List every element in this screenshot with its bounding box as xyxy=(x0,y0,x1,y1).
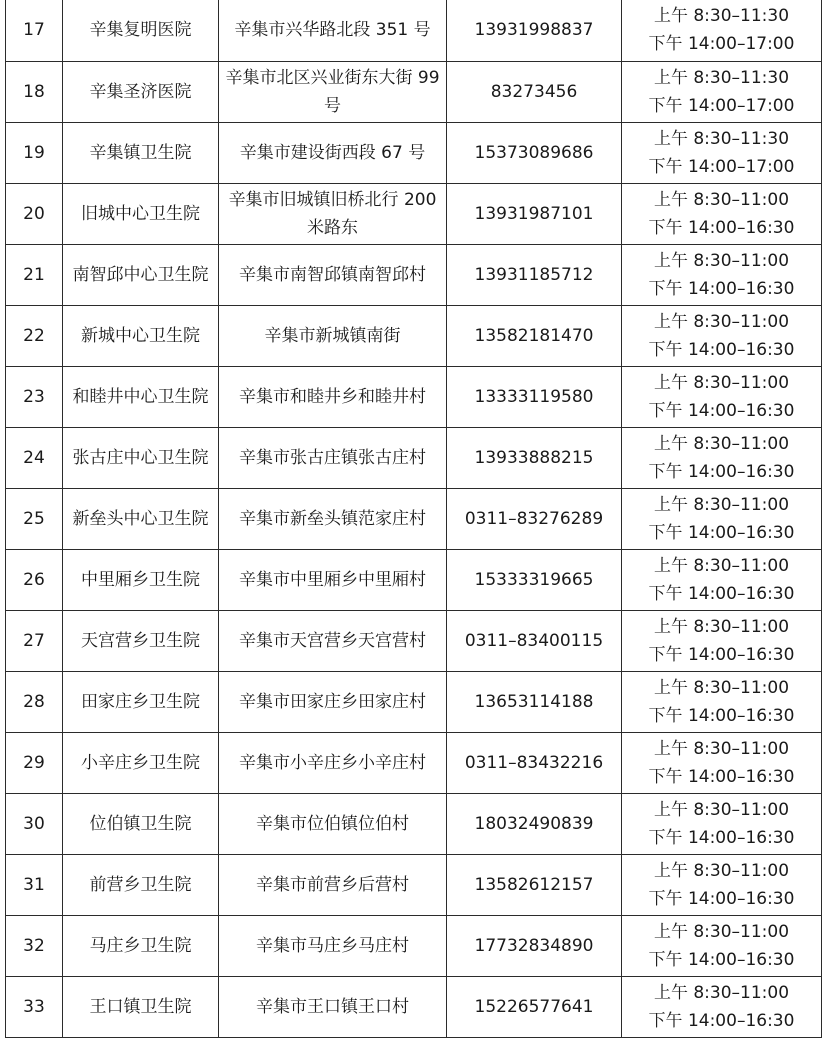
row-number: 20 xyxy=(6,183,63,244)
afternoon-hours: 下午 14:00–16:30 xyxy=(648,339,795,360)
morning-hours: 上午 8:30–11:00 xyxy=(653,250,790,271)
hospital-name: 前营乡卫生院 xyxy=(63,854,219,915)
address-text: 辛集市王口镇王口村 xyxy=(256,996,409,1017)
hospital-address xyxy=(219,183,447,244)
morning-hours: 上午 8:30–11:00 xyxy=(653,189,790,210)
address-text: 辛集市建设街西段 67 号 xyxy=(239,142,426,163)
hospital-phone: 13582612157 xyxy=(447,854,622,915)
hospital-address xyxy=(219,427,447,488)
hospital-name: 位伯镇卫生院 xyxy=(63,793,219,854)
afternoon-hours: 下午 14:00–16:30 xyxy=(648,766,795,787)
hospital-name: 田家庄乡卫生院 xyxy=(63,671,219,732)
row-number: 22 xyxy=(6,305,63,366)
hospital-address xyxy=(219,732,447,793)
afternoon-hours: 下午 14:00–16:30 xyxy=(648,278,795,299)
row-number: 31 xyxy=(6,854,63,915)
hospital-address xyxy=(219,976,447,1037)
hospital-phone: 13931987101 xyxy=(447,183,622,244)
hospital-name: 旧城中心卫生院 xyxy=(63,183,219,244)
table-row xyxy=(6,183,822,244)
table-row xyxy=(6,488,822,549)
row-number: 29 xyxy=(6,732,63,793)
table-row xyxy=(6,305,822,366)
afternoon-hours: 下午 14:00–16:30 xyxy=(648,705,795,726)
row-number: 17 xyxy=(6,0,63,61)
hospital-phone: 13931998837 xyxy=(447,0,622,61)
address-text: 辛集市前营乡后营村 xyxy=(256,874,409,895)
morning-hours: 上午 8:30–11:00 xyxy=(653,494,790,515)
table-row xyxy=(6,610,822,671)
office-hours xyxy=(622,366,822,427)
address-text: 辛集市旧城镇旧桥北行 200 米路东 xyxy=(228,189,437,238)
morning-hours: 上午 8:30–11:00 xyxy=(653,799,790,820)
address-text: 辛集市位伯镇位伯村 xyxy=(256,813,409,834)
row-number: 24 xyxy=(6,427,63,488)
row-number: 32 xyxy=(6,915,63,976)
table-row xyxy=(6,0,822,61)
afternoon-hours: 下午 14:00–16:30 xyxy=(648,217,795,238)
hospital-table xyxy=(5,0,822,1038)
hospital-name: 和睦井中心卫生院 xyxy=(63,366,219,427)
address-text: 辛集市新城镇南街 xyxy=(264,325,401,346)
hospital-phone: 15226577641 xyxy=(447,976,622,1037)
office-hours xyxy=(622,488,822,549)
table-row xyxy=(6,122,822,183)
morning-hours: 上午 8:30–11:00 xyxy=(653,738,790,759)
office-hours xyxy=(622,244,822,305)
office-hours xyxy=(622,61,822,122)
hospital-name: 辛集复明医院 xyxy=(63,0,219,61)
address-text: 辛集市南智邱镇南智邱村 xyxy=(239,264,426,285)
hospital-address xyxy=(219,915,447,976)
office-hours xyxy=(622,0,822,61)
morning-hours: 上午 8:30–11:00 xyxy=(653,982,790,1003)
address-text: 辛集市田家庄乡田家庄村 xyxy=(239,691,426,712)
hospital-name: 新城中心卫生院 xyxy=(63,305,219,366)
hospital-name: 马庄乡卫生院 xyxy=(63,915,219,976)
morning-hours: 上午 8:30–11:00 xyxy=(653,860,790,881)
table-row xyxy=(6,915,822,976)
row-number: 33 xyxy=(6,976,63,1037)
morning-hours: 上午 8:30–11:00 xyxy=(653,555,790,576)
afternoon-hours: 下午 14:00–16:30 xyxy=(648,522,795,543)
address-text: 辛集市北区兴业街东大街 99 号 xyxy=(225,67,440,116)
office-hours xyxy=(622,793,822,854)
hospital-name: 王口镇卫生院 xyxy=(63,976,219,1037)
address-text: 辛集市天宫营乡天宫营村 xyxy=(239,630,426,651)
hospital-address xyxy=(219,244,447,305)
row-number: 18 xyxy=(6,61,63,122)
morning-hours: 上午 8:30–11:00 xyxy=(653,372,790,393)
hospital-name: 天宫营乡卫生院 xyxy=(63,610,219,671)
table-row xyxy=(6,671,822,732)
address-text: 辛集市兴华路北段 351 号 xyxy=(234,20,431,41)
morning-hours: 上午 8:30–11:00 xyxy=(653,433,790,454)
hospital-address xyxy=(219,122,447,183)
hospital-phone: 0311–83432216 xyxy=(447,732,622,793)
row-number: 27 xyxy=(6,610,63,671)
hospital-address xyxy=(219,610,447,671)
afternoon-hours: 下午 14:00–16:30 xyxy=(648,1010,795,1031)
afternoon-hours: 下午 14:00–16:30 xyxy=(648,583,795,604)
morning-hours: 上午 8:30–11:30 xyxy=(653,6,790,27)
hospital-address xyxy=(219,61,447,122)
office-hours xyxy=(622,854,822,915)
row-number: 26 xyxy=(6,549,63,610)
hospital-phone: 0311–83276289 xyxy=(447,488,622,549)
table-body xyxy=(6,0,822,1037)
row-number: 23 xyxy=(6,366,63,427)
table-row xyxy=(6,244,822,305)
morning-hours: 上午 8:30–11:00 xyxy=(653,616,790,637)
afternoon-hours: 下午 14:00–17:00 xyxy=(648,34,795,55)
table-row xyxy=(6,61,822,122)
hospital-phone: 0311–83400115 xyxy=(447,610,622,671)
hospital-address xyxy=(219,488,447,549)
address-text: 辛集市新垒头镇范家庄村 xyxy=(239,508,426,529)
hospital-address xyxy=(219,854,447,915)
address-text: 辛集市小辛庄乡小辛庄村 xyxy=(239,752,426,773)
office-hours xyxy=(622,976,822,1037)
afternoon-hours: 下午 14:00–16:30 xyxy=(648,644,795,665)
afternoon-hours: 下午 14:00–16:30 xyxy=(648,888,795,909)
office-hours xyxy=(622,427,822,488)
morning-hours: 上午 8:30–11:00 xyxy=(653,311,790,332)
morning-hours: 上午 8:30–11:30 xyxy=(653,128,790,149)
hospital-address xyxy=(219,366,447,427)
hospital-name: 张古庄中心卫生院 xyxy=(63,427,219,488)
hospital-name: 辛集圣济医院 xyxy=(63,61,219,122)
address-text: 辛集市和睦井乡和睦井村 xyxy=(239,386,426,407)
table-row xyxy=(6,976,822,1037)
table-row xyxy=(6,549,822,610)
hospital-address xyxy=(219,0,447,61)
row-number: 25 xyxy=(6,488,63,549)
address-text: 辛集市张古庄镇张古庄村 xyxy=(239,447,426,468)
hospital-address xyxy=(219,793,447,854)
table-row xyxy=(6,366,822,427)
afternoon-hours: 下午 14:00–16:30 xyxy=(648,461,795,482)
office-hours xyxy=(622,183,822,244)
row-number: 19 xyxy=(6,122,63,183)
office-hours xyxy=(622,732,822,793)
row-number: 21 xyxy=(6,244,63,305)
office-hours xyxy=(622,610,822,671)
afternoon-hours: 下午 14:00–16:30 xyxy=(648,400,795,421)
row-number: 30 xyxy=(6,793,63,854)
hospital-address xyxy=(219,671,447,732)
row-number: 28 xyxy=(6,671,63,732)
office-hours xyxy=(622,671,822,732)
hospital-phone: 83273456 xyxy=(447,61,622,122)
afternoon-hours: 下午 14:00–16:30 xyxy=(648,949,795,970)
hospital-phone: 13653114188 xyxy=(447,671,622,732)
hospital-phone: 13333119580 xyxy=(447,366,622,427)
hospital-phone: 13933888215 xyxy=(447,427,622,488)
hospital-phone: 18032490839 xyxy=(447,793,622,854)
office-hours xyxy=(622,305,822,366)
hospital-name: 南智邱中心卫生院 xyxy=(63,244,219,305)
afternoon-hours: 下午 14:00–17:00 xyxy=(648,156,795,177)
hospital-phone: 17732834890 xyxy=(447,915,622,976)
office-hours xyxy=(622,122,822,183)
morning-hours: 上午 8:30–11:00 xyxy=(653,677,790,698)
hospital-phone: 15333319665 xyxy=(447,549,622,610)
afternoon-hours: 下午 14:00–16:30 xyxy=(648,827,795,848)
table-row xyxy=(6,793,822,854)
hospital-address xyxy=(219,549,447,610)
morning-hours: 上午 8:30–11:00 xyxy=(653,921,790,942)
table-row xyxy=(6,732,822,793)
address-text: 辛集市马庄乡马庄村 xyxy=(256,935,409,956)
office-hours xyxy=(622,915,822,976)
afternoon-hours: 下午 14:00–17:00 xyxy=(648,95,795,116)
office-hours xyxy=(622,549,822,610)
hospital-name: 辛集镇卫生院 xyxy=(63,122,219,183)
table-row xyxy=(6,854,822,915)
hospital-phone: 13931185712 xyxy=(447,244,622,305)
hospital-name: 新垒头中心卫生院 xyxy=(63,488,219,549)
morning-hours: 上午 8:30–11:30 xyxy=(653,67,790,88)
hospital-address xyxy=(219,305,447,366)
hospital-phone: 15373089686 xyxy=(447,122,622,183)
hospital-phone: 13582181470 xyxy=(447,305,622,366)
address-text: 辛集市中里厢乡中里厢村 xyxy=(239,569,426,590)
hospital-name: 中里厢乡卫生院 xyxy=(63,549,219,610)
table-row xyxy=(6,427,822,488)
hospital-name: 小辛庄乡卫生院 xyxy=(63,732,219,793)
